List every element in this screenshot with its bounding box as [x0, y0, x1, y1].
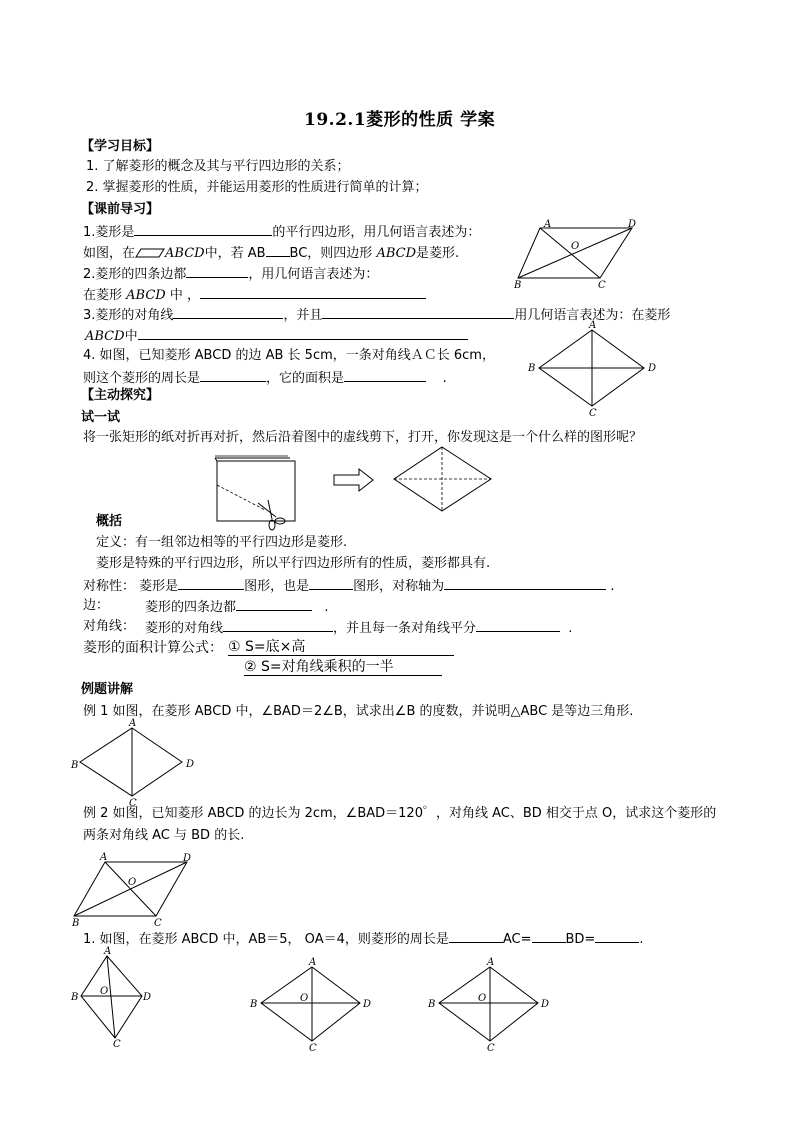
diag-label: 对角线： [83, 619, 136, 634]
sym-blank2[interactable] [309, 577, 353, 590]
label-d: D [541, 999, 550, 1010]
q3a-blank2[interactable] [322, 306, 514, 319]
figure-rhombus-ex1 [70, 718, 200, 809]
q1a-blank[interactable] [134, 223, 272, 236]
label-c: C [487, 1043, 495, 1054]
page-title: 19.2.1菱形的性质 学案 [304, 110, 496, 130]
label-b: B [250, 999, 258, 1010]
p1-blank-bd[interactable] [595, 930, 639, 943]
q2b-post: 中 ， [169, 288, 200, 303]
label-b: B [71, 760, 79, 771]
q3b-blank[interactable] [138, 327, 468, 340]
diag-blank1[interactable] [223, 619, 333, 632]
q4b-pre: 则这个菱形的周长是 [83, 371, 201, 386]
q1b-blank[interactable] [266, 244, 290, 257]
edge-label: 边： [83, 598, 110, 613]
label-a: A [104, 946, 112, 957]
figure-rhombus-p1a [70, 948, 160, 1048]
sym-mid1: 图形，也是 [244, 579, 310, 594]
label-b: B [428, 999, 436, 1010]
label-d: D [186, 759, 195, 770]
label-c: C [113, 1039, 121, 1050]
area-formula-2: ② S=对角线乘积的一半 [244, 659, 442, 676]
label-b: B [514, 280, 522, 291]
definition-text: 定义：有一组邻边相等的平行四边形是菱形. [96, 535, 348, 550]
sym-blank1[interactable] [178, 577, 244, 590]
q1b-bc: BC，则四边形 [289, 246, 373, 261]
preview-q3b [85, 327, 468, 345]
section-summary: 概括 [96, 514, 123, 529]
section-goals: 【学习目标】 [81, 139, 160, 154]
q3b-abcd: ABCD [85, 329, 125, 344]
section-explore: 【主动探究】 [81, 388, 160, 403]
label-c: C [589, 408, 597, 419]
p1-pre: 1. 如图，在菱形 ABCD 中，AB＝5， OA＝4，则菱形的周长是 [83, 932, 449, 947]
q1b-pre: 如图，在 [83, 246, 136, 261]
q2a-blank[interactable] [186, 265, 248, 278]
symmetry-line [83, 577, 614, 595]
q3a-mid: ，并且 [283, 308, 323, 323]
label-c: C [154, 918, 162, 929]
try-text: 将一张矩形的纸对折再对折，然后沿着图中的虚线剪下，打开，你发现这是一个什么样的图形呢？ [83, 430, 643, 445]
q4b-mid: ，它的面积是 [266, 371, 345, 386]
label-b: B [72, 918, 80, 929]
q1b-abcd: ABCD [165, 246, 205, 261]
label-a: A [309, 957, 317, 968]
figure-rhombus-dashed [392, 445, 496, 517]
label-o: O [571, 241, 580, 252]
label-o: O [300, 993, 309, 1004]
area-formula-1: ① S=底×高 [228, 639, 454, 656]
q2b-pre: 在菱形 [83, 288, 123, 303]
q2b-abcd: ABCD [126, 288, 166, 303]
q3a-post: 用几何语言表述为：在菱形 [514, 308, 671, 323]
q3b-post: 中 [124, 329, 138, 344]
diag-text: 菱形的对角线 [145, 621, 224, 636]
label-d: D [628, 219, 637, 230]
label-o: O [128, 877, 137, 888]
edge-text: 菱形的四条边都 [145, 600, 237, 615]
label-c: C [598, 280, 606, 291]
diag-mid: ，并且每一条对角线平分 [333, 621, 477, 636]
p1-blank-perimeter[interactable] [449, 930, 503, 943]
diag-line [145, 619, 572, 637]
q1b-mid: 中，若 AB [204, 246, 266, 261]
label-c: C [309, 1043, 317, 1054]
q1a-pre: 1.菱形是 [83, 225, 135, 240]
q3a-pre: 3.菱形的对角线 [83, 308, 174, 323]
area-label: 菱形的面积计算公式： [83, 640, 223, 656]
q2a-post: ，用几何语言表述为： [248, 267, 379, 282]
p1-bd: BD= [565, 932, 596, 947]
section-examples: 例题讲解 [81, 682, 134, 697]
preview-q2b [83, 286, 426, 304]
figure-parallelogram-ex2 [70, 852, 200, 930]
sym-pre: 对称性： 菱形是 [83, 579, 179, 594]
special-text: 菱形是特殊的平行四边形，所以平行四边形所有的性质，菱形都具有. [96, 556, 491, 571]
label-a: A [589, 320, 597, 331]
q4b-post: . [442, 371, 447, 386]
label-a: A [129, 718, 137, 729]
edge-blank[interactable] [236, 598, 312, 611]
arrow-right-icon [333, 468, 375, 492]
sym-mid2: 图形，对称轴为 [353, 579, 445, 594]
example-2b: 两条对角线 AC 与 BD 的长. [83, 828, 245, 843]
label-d: D [183, 853, 192, 864]
figure-parallelogram-1 [510, 218, 640, 290]
sym-post: . [610, 579, 615, 594]
q1b-post: 是菱形. [416, 246, 460, 261]
figure-rhombus-p1c [426, 955, 556, 1055]
edge-post: . [324, 600, 329, 615]
figure-rhombus-p1b [248, 955, 378, 1055]
preview-q4b [83, 369, 447, 387]
preview-q1b [83, 244, 459, 262]
preview-q1a [83, 223, 480, 241]
label-a: A [100, 852, 108, 863]
q1b-abcd2: ABCD [376, 246, 417, 261]
label-d: D [363, 999, 372, 1010]
label-o: O [478, 993, 487, 1004]
example-1: 例 1 如图，在菱形 ABCD 中，∠BAD＝2∠B，试求出∠B 的度数，并说明△ABC 是等边三角形. [83, 704, 634, 719]
label-a: A [487, 957, 495, 968]
section-try: 试一试 [81, 410, 121, 425]
p1-ac: AC= [502, 932, 532, 947]
label-b: B [528, 363, 536, 374]
edge-line [145, 598, 329, 616]
q2a-pre: 2.菱形的四条边都 [83, 267, 187, 282]
label-o: O [100, 986, 109, 997]
sym-blank3[interactable] [444, 577, 606, 590]
label-a: A [544, 219, 552, 230]
diag-blank2[interactable] [476, 619, 560, 632]
p1-blank-ac[interactable] [532, 930, 566, 943]
preview-q2a [83, 265, 378, 283]
figure-folded-paper [210, 455, 300, 530]
diag-post: . [568, 621, 573, 636]
label-c: C [129, 798, 137, 809]
q3a-blank1[interactable] [173, 306, 283, 319]
label-d: D [648, 363, 657, 374]
figure-rhombus-1 [526, 320, 666, 419]
q4b-blank2[interactable] [344, 369, 426, 382]
preview-q4a: 4. 如图，已知菱形 ABCD 的边 AB 长 5cm，一条对角线ＡＣ长 6cm， [83, 348, 495, 363]
q1a-post: 的平行四边形，用几何语言表述为： [272, 225, 481, 240]
p1-post: . [639, 932, 644, 947]
example-2a: 例 2 如图，已知菱形 ABCD 的边长为 2cm，∠BAD＝120゜，对角线 AC、BD 相交于点 O，试求这个菱形的 [83, 806, 717, 821]
label-d: D [143, 992, 152, 1003]
parallelogram-icon [135, 248, 165, 258]
q2b-blank[interactable] [200, 286, 426, 299]
problem-1 [83, 930, 643, 948]
goal-1: 1. 了解菱形的概念及其与平行四边形的关系； [86, 159, 350, 174]
q4b-blank1[interactable] [200, 369, 266, 382]
goal-2: 2. 掌握菱形的性质，并能运用菱形的性质进行简单的计算； [86, 180, 428, 195]
label-b: B [71, 992, 79, 1003]
section-preview: 【课前导习】 [81, 202, 160, 217]
